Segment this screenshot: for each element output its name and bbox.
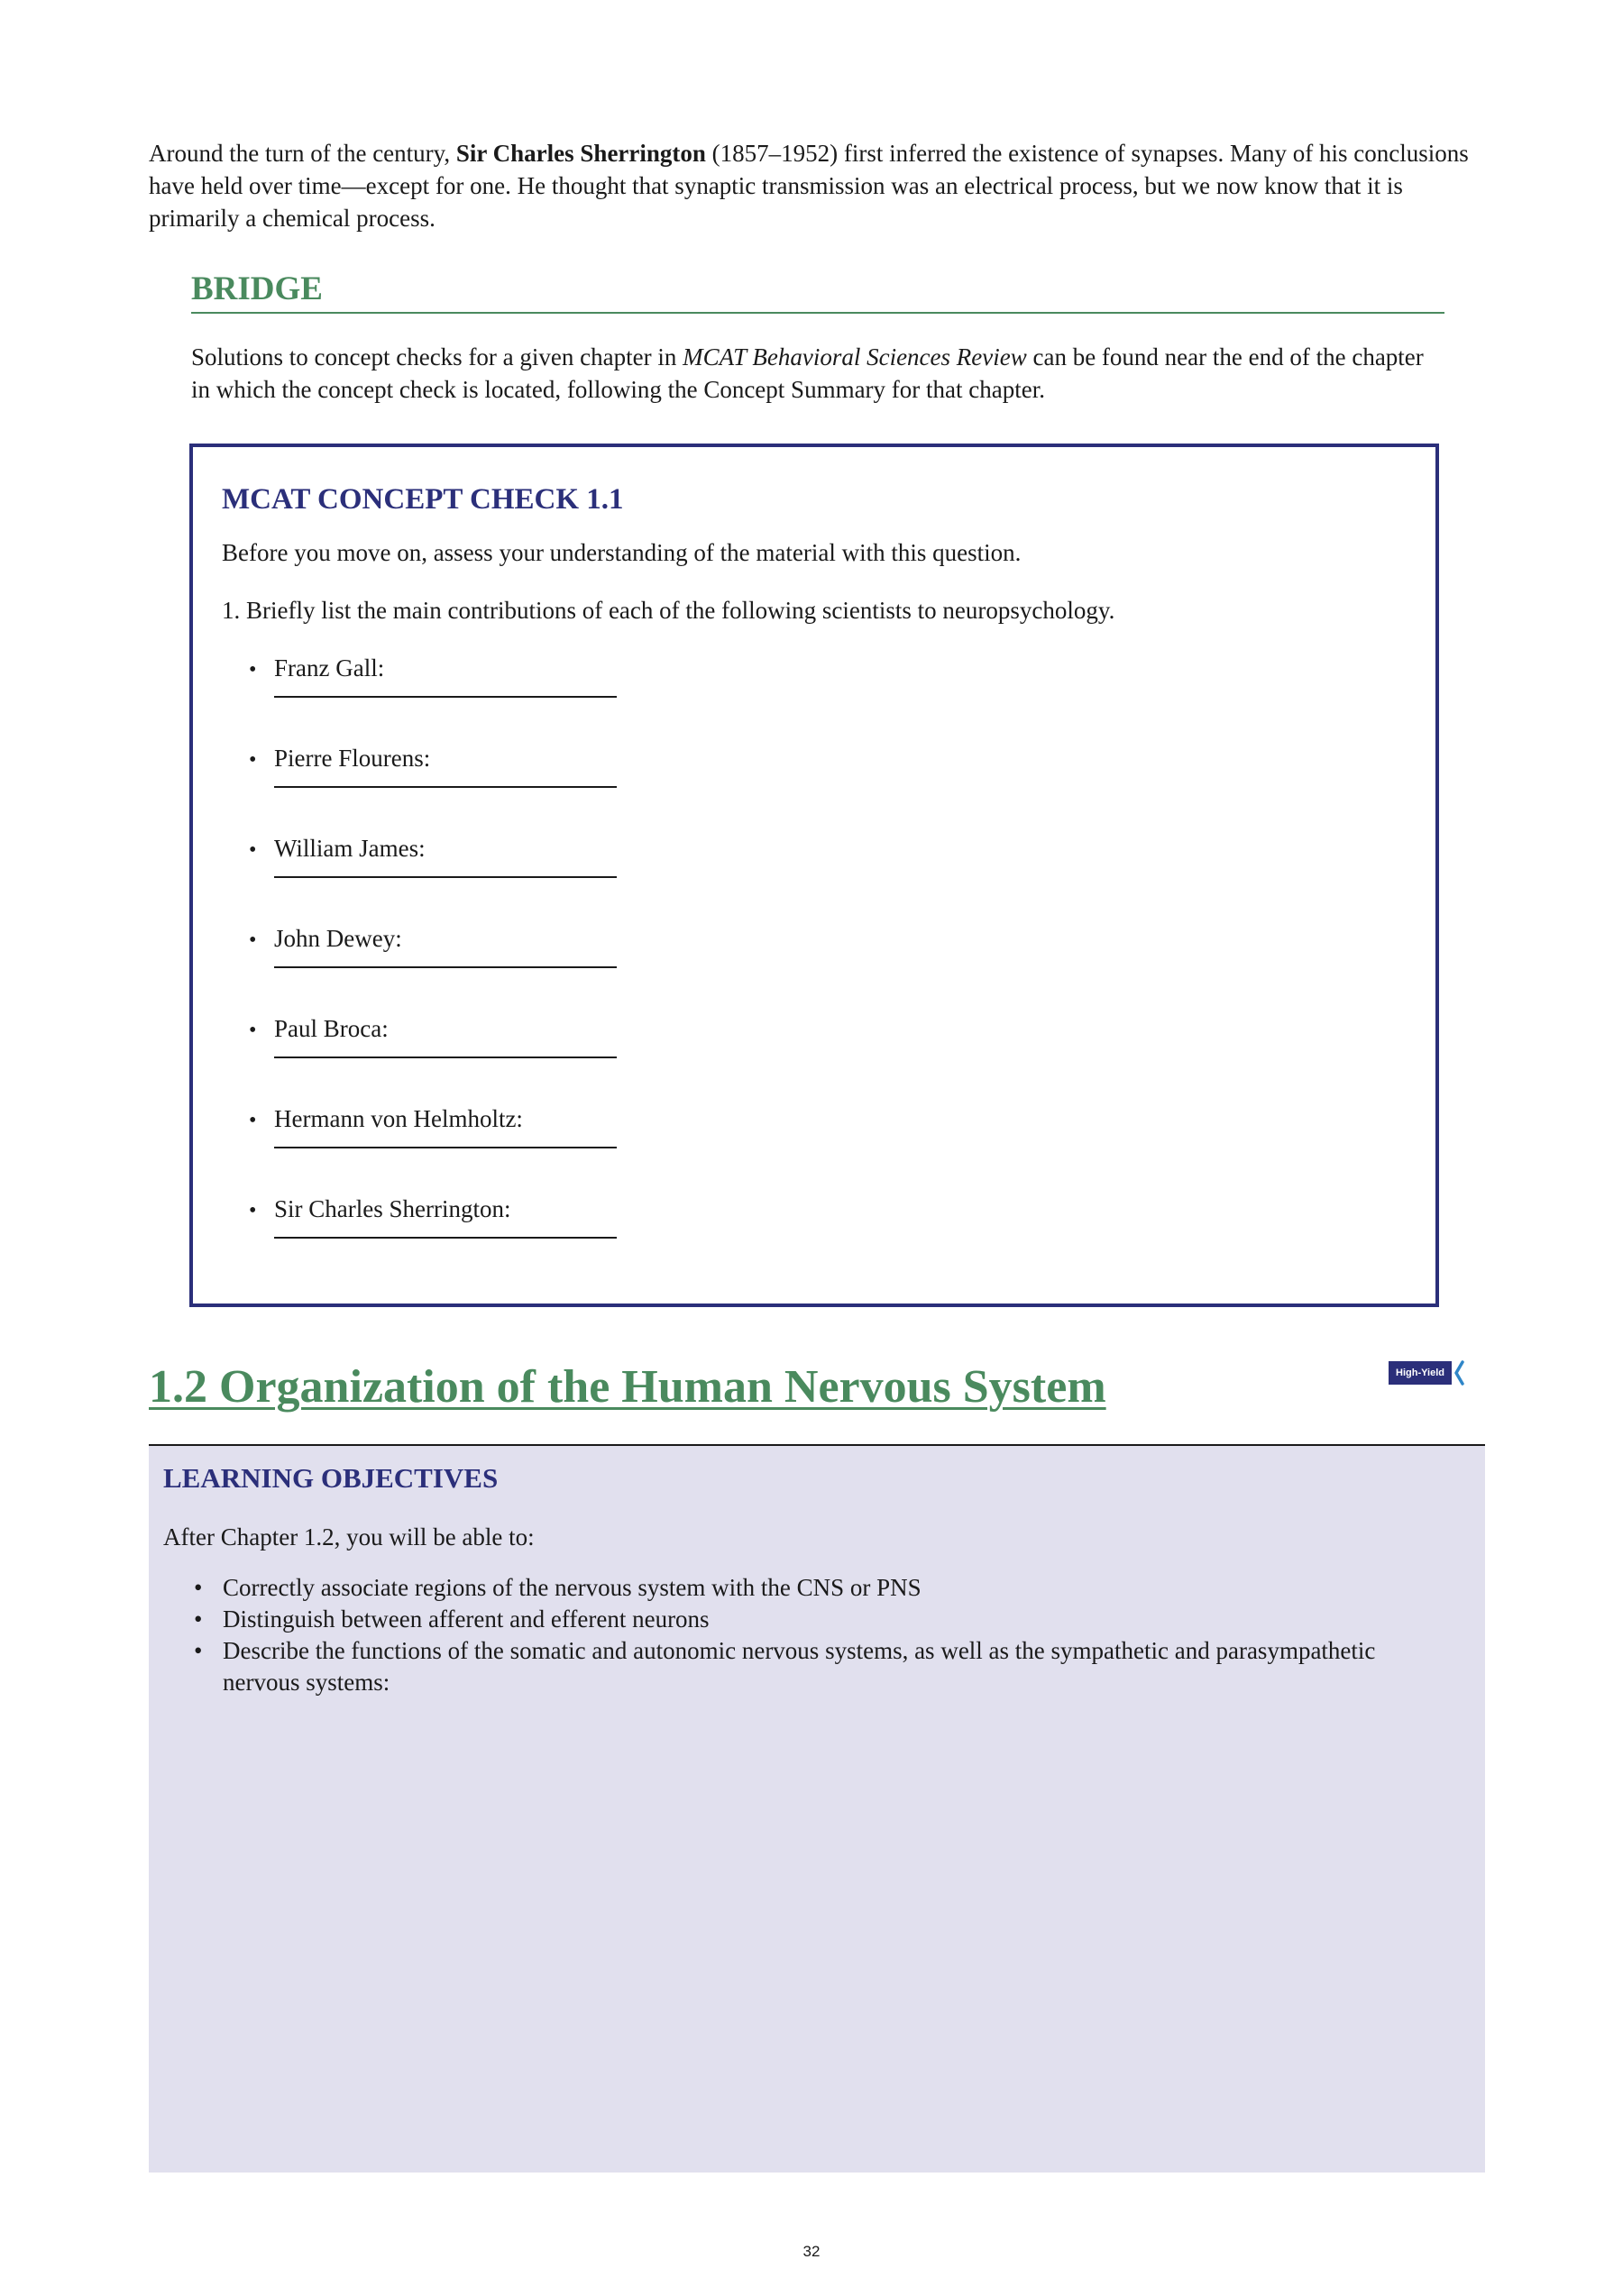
scientist-label: Pierre Flourens: (274, 745, 431, 772)
scientist-item (247, 833, 617, 923)
scientist-item (247, 743, 617, 833)
bridge-text-post: can be found near the end of the chapter in which the concept check is located, following the Concept Summary for that chapter. (191, 343, 1424, 403)
chevron-left-icon (1453, 1360, 1464, 1386)
bullet-icon: • (194, 1605, 203, 1633)
bridge-text-pre: Solutions to concept checks for a given chapter in (191, 343, 683, 370)
answer-line[interactable] (274, 966, 617, 968)
high-yield-badge (1389, 1359, 1484, 1386)
scientist-label: Hermann von Helmholtz: (274, 1105, 523, 1132)
scientist-item (247, 1013, 617, 1103)
objective-item (192, 1604, 1445, 1635)
bullet-icon: • (249, 1199, 257, 1222)
objectives-intro: After Chapter 1.2, you will be able to: (163, 1523, 535, 1550)
answer-line[interactable] (274, 1237, 617, 1239)
bullet-icon: • (249, 928, 257, 952)
scientist-list (247, 653, 617, 1284)
scientist-label: Paul Broca: (274, 1015, 389, 1042)
bridge-divider (191, 312, 1444, 314)
high-yield-label: High-Yield (1389, 1361, 1452, 1385)
scientist-item (247, 653, 617, 743)
answer-line[interactable] (274, 696, 617, 698)
bullet-icon: • (194, 1637, 203, 1664)
section-heading[interactable]: 1.2 Organization of the Human Nervous System (149, 1361, 1106, 1413)
scientist-item (247, 1194, 617, 1284)
objective-text: Describe the functions of the somatic and autonomic nervous systems, as well as the sympathetic and parasympathetic nervous systems: (223, 1637, 1376, 1696)
intro-paragraph (149, 137, 1483, 234)
scientist-label: Franz Gall: (274, 654, 385, 681)
intro-name-bold: Sir Charles Sherrington (455, 140, 706, 167)
learning-objectives-box (149, 1444, 1485, 2173)
page-number: 32 (802, 2243, 821, 2260)
bullet-icon: • (194, 1574, 203, 1601)
scientist-label: William James: (274, 835, 426, 862)
concept-check-box (189, 444, 1439, 1307)
bullet-icon: • (249, 658, 257, 681)
answer-line[interactable] (274, 876, 617, 878)
objective-text: Correctly associate regions of the nervous system with the CNS or PNS (223, 1574, 922, 1601)
bridge-sidebar (191, 269, 1444, 406)
bullet-icon: • (249, 748, 257, 772)
scientist-item (247, 1103, 617, 1194)
scientist-item (247, 923, 617, 1013)
answer-line[interactable] (274, 1147, 617, 1148)
scientist-label: Sir Charles Sherrington: (274, 1195, 511, 1222)
intro-text-post: (1857–1952) first inferred the existence of synapses. Many of his conclusions have held over time—except for one. He thought that synaptic transmission was an electrical process, but we now know that it is primarily a chemical process. (149, 140, 1469, 232)
concept-check-question: 1. Briefly list the main contributions of each of the following scientists to neuropsychology. (222, 597, 1115, 624)
bullet-icon: • (249, 1109, 257, 1132)
objective-item (192, 1572, 1445, 1604)
objective-item (192, 1635, 1445, 1698)
bridge-title: BRIDGE (191, 270, 323, 307)
scientist-label: John Dewey: (274, 925, 402, 952)
concept-check-intro: Before you move on, assess your understanding of the material with this question. (222, 539, 1022, 566)
bullet-icon: • (249, 1019, 257, 1042)
objectives-title: LEARNING OBJECTIVES (163, 1462, 499, 1494)
concept-check-title: MCAT CONCEPT CHECK 1.1 (222, 483, 624, 516)
bridge-book-title: MCAT Behavioral Sciences Review (683, 343, 1027, 370)
answer-line[interactable] (274, 786, 617, 788)
bridge-text (191, 341, 1444, 406)
objective-text: Distinguish between afferent and efferent neurons (223, 1605, 710, 1633)
bullet-icon: • (249, 838, 257, 862)
answer-line[interactable] (274, 1057, 617, 1058)
intro-text-pre: Around the turn of the century, (149, 140, 456, 167)
objectives-list (192, 1572, 1445, 1698)
